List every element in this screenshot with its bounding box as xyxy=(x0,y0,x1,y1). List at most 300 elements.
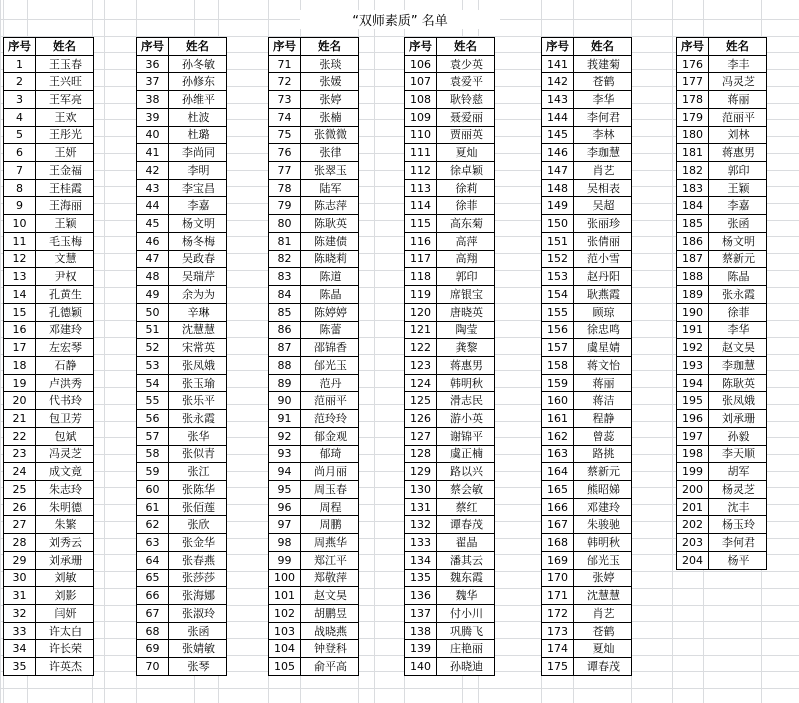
table-row xyxy=(4,587,94,605)
table-row xyxy=(4,551,94,569)
table-row xyxy=(542,321,632,339)
name-cell: 张倩丽 xyxy=(574,232,632,250)
table-row xyxy=(4,303,94,321)
name-cell: 邓建玲 xyxy=(36,321,94,339)
name-cell: 李嘉 xyxy=(709,197,767,215)
seq-cell: 22 xyxy=(4,427,36,445)
name-cell: 张华 xyxy=(169,427,227,445)
seq-cell: 95 xyxy=(269,480,301,498)
name-cell: 邰光玉 xyxy=(574,551,632,569)
table-row xyxy=(4,73,94,91)
seq-cell: 19 xyxy=(4,374,36,392)
name-cell: 袁少英 xyxy=(437,55,495,73)
name-cell: 张琰 xyxy=(301,55,359,73)
seq-cell: 155 xyxy=(542,303,574,321)
name-cell: 徐菲 xyxy=(709,303,767,321)
name-cell: 肖艺 xyxy=(574,605,632,623)
seq-cell: 177 xyxy=(677,73,709,91)
seq-cell: 196 xyxy=(677,410,709,428)
name-cell: 高萍 xyxy=(437,232,495,250)
table-row xyxy=(4,427,94,445)
table-row xyxy=(137,356,227,374)
seq-cell: 165 xyxy=(542,480,574,498)
name-cell: 贾丽英 xyxy=(437,126,495,144)
name-cell: 左宏琴 xyxy=(36,339,94,357)
table-row xyxy=(137,286,227,304)
name-cell: 陶莹 xyxy=(437,321,495,339)
table-row xyxy=(542,55,632,73)
seq-cell: 21 xyxy=(4,410,36,428)
seq-cell: 35 xyxy=(4,658,36,676)
table-row xyxy=(405,303,495,321)
name-cell: 朱明德 xyxy=(36,498,94,516)
table-row xyxy=(4,480,94,498)
name-cell: 赵文昊 xyxy=(709,339,767,357)
name-cell: 钟登科 xyxy=(301,640,359,658)
table-row xyxy=(137,374,227,392)
seq-cell: 87 xyxy=(269,339,301,357)
name-cell: 蒋洁 xyxy=(574,392,632,410)
seq-cell: 6 xyxy=(4,144,36,162)
name-cell: 闫妍 xyxy=(36,605,94,623)
seq-cell: 174 xyxy=(542,640,574,658)
seq-cell: 33 xyxy=(4,622,36,640)
table-row xyxy=(677,392,767,410)
name-cell: 王海丽 xyxy=(36,197,94,215)
name-cell: 顾琼 xyxy=(574,303,632,321)
table-row xyxy=(137,162,227,180)
seq-cell: 159 xyxy=(542,374,574,392)
table-row xyxy=(269,516,359,534)
name-cell: 李明 xyxy=(169,162,227,180)
name-cell: 杨灵芝 xyxy=(709,480,767,498)
table-row xyxy=(269,232,359,250)
grid-hline xyxy=(0,571,799,572)
name-cell: 张金华 xyxy=(169,534,227,552)
seq-cell: 10 xyxy=(4,215,36,233)
name-cell: 胡军 xyxy=(709,463,767,481)
seq-cell: 164 xyxy=(542,463,574,481)
table-row xyxy=(405,73,495,91)
name-cell: 张莎莎 xyxy=(169,569,227,587)
table-row xyxy=(269,162,359,180)
name-cell: 陈晶 xyxy=(301,286,359,304)
table-row xyxy=(405,587,495,605)
seq-cell: 25 xyxy=(4,480,36,498)
seq-cell: 96 xyxy=(269,498,301,516)
name-cell: 蔡新元 xyxy=(709,250,767,268)
name-cell: 魏华 xyxy=(437,587,495,605)
seq-cell: 53 xyxy=(137,356,169,374)
seq-cell: 157 xyxy=(542,339,574,357)
seq-cell: 27 xyxy=(4,516,36,534)
table-row xyxy=(4,162,94,180)
table-row xyxy=(677,232,767,250)
grid-vline xyxy=(374,0,375,703)
name-cell: 石静 xyxy=(36,356,94,374)
name-cell: 孙维平 xyxy=(169,91,227,109)
seq-cell: 59 xyxy=(137,463,169,481)
name-cell: 吴瑞芹 xyxy=(169,268,227,286)
name-cell: 曾蕊 xyxy=(574,427,632,445)
seq-cell: 116 xyxy=(405,232,437,250)
name-cell: 代书玲 xyxy=(36,392,94,410)
table-row xyxy=(542,374,632,392)
name-cell: 郑敬萍 xyxy=(301,569,359,587)
table-row xyxy=(4,197,94,215)
seq-cell: 131 xyxy=(405,498,437,516)
seq-cell: 88 xyxy=(269,356,301,374)
name-cell: 耿燕霞 xyxy=(574,286,632,304)
name-cell: 文慧 xyxy=(36,250,94,268)
name-cell: 李珈慧 xyxy=(574,144,632,162)
name-cell: 朱繁 xyxy=(36,516,94,534)
name-cell: 刘秀云 xyxy=(36,534,94,552)
seq-cell: 56 xyxy=(137,410,169,428)
seq-cell: 101 xyxy=(269,587,301,605)
seq-cell: 181 xyxy=(677,144,709,162)
seq-cell: 76 xyxy=(269,144,301,162)
seq-cell: 26 xyxy=(4,498,36,516)
name-cell: 魏东霞 xyxy=(437,569,495,587)
table-row xyxy=(542,640,632,658)
seq-cell: 16 xyxy=(4,321,36,339)
seq-cell: 107 xyxy=(405,73,437,91)
roster-table xyxy=(404,37,495,676)
seq-cell: 146 xyxy=(542,144,574,162)
name-cell: 谭春茂 xyxy=(437,516,495,534)
seq-cell: 122 xyxy=(405,339,437,357)
seq-cell: 170 xyxy=(542,569,574,587)
seq-cell: 47 xyxy=(137,250,169,268)
name-cell: 李尚同 xyxy=(169,144,227,162)
seq-cell: 67 xyxy=(137,605,169,623)
name-cell: 吴政春 xyxy=(169,250,227,268)
name-cell: 张婷 xyxy=(574,569,632,587)
seq-cell: 102 xyxy=(269,605,301,623)
name-cell: 高东菊 xyxy=(437,215,495,233)
table-row xyxy=(677,339,767,357)
name-cell: 许太白 xyxy=(36,622,94,640)
name-cell: 张玉瑜 xyxy=(169,374,227,392)
table-row xyxy=(405,640,495,658)
table-row xyxy=(542,498,632,516)
table-row xyxy=(542,126,632,144)
table-row xyxy=(405,516,495,534)
grid-vline xyxy=(0,0,1,703)
name-cell: 李嘉 xyxy=(169,197,227,215)
seq-cell: 98 xyxy=(269,534,301,552)
seq-cell: 136 xyxy=(405,587,437,605)
table-row xyxy=(269,73,359,91)
table-row xyxy=(269,303,359,321)
seq-cell: 119 xyxy=(405,286,437,304)
name-cell: 陆军 xyxy=(301,179,359,197)
table-row xyxy=(405,622,495,640)
table-row xyxy=(269,286,359,304)
name-cell: 王彤光 xyxy=(36,126,94,144)
name-cell: 冯灵芝 xyxy=(36,445,94,463)
name-cell: 朱骏驰 xyxy=(574,516,632,534)
table-row xyxy=(677,551,767,569)
seq-cell: 171 xyxy=(542,587,574,605)
name-header: 姓名 xyxy=(169,38,227,56)
table-row xyxy=(405,498,495,516)
name-cell: 虞星婧 xyxy=(574,339,632,357)
seq-cell: 123 xyxy=(405,356,437,374)
seq-header: 序号 xyxy=(405,38,437,56)
table-row xyxy=(542,286,632,304)
seq-cell: 34 xyxy=(4,640,36,658)
seq-cell: 115 xyxy=(405,215,437,233)
table-row xyxy=(269,622,359,640)
table-row xyxy=(4,91,94,109)
table-row xyxy=(269,410,359,428)
seq-cell: 42 xyxy=(137,162,169,180)
name-cell: 许长荣 xyxy=(36,640,94,658)
seq-cell: 160 xyxy=(542,392,574,410)
seq-cell: 17 xyxy=(4,339,36,357)
seq-cell: 41 xyxy=(137,144,169,162)
name-cell: 莪建菊 xyxy=(574,55,632,73)
table-row xyxy=(137,55,227,73)
seq-cell: 12 xyxy=(4,250,36,268)
name-cell: 范玲玲 xyxy=(301,410,359,428)
name-cell: 张海娜 xyxy=(169,587,227,605)
seq-cell: 127 xyxy=(405,427,437,445)
table-row xyxy=(269,569,359,587)
name-cell: 张律 xyxy=(301,144,359,162)
name-cell: 苍鹤 xyxy=(574,73,632,91)
name-cell: 王颖 xyxy=(709,179,767,197)
name-cell: 辛琳 xyxy=(169,303,227,321)
table-row xyxy=(542,232,632,250)
seq-cell: 161 xyxy=(542,410,574,428)
table-row xyxy=(4,321,94,339)
table-row xyxy=(137,463,227,481)
seq-cell: 145 xyxy=(542,126,574,144)
table-row xyxy=(269,445,359,463)
name-cell: 张凤娥 xyxy=(709,392,767,410)
seq-cell: 112 xyxy=(405,162,437,180)
name-cell: 陈婷婷 xyxy=(301,303,359,321)
seq-cell: 117 xyxy=(405,250,437,268)
table-row xyxy=(677,303,767,321)
table-row xyxy=(4,640,94,658)
name-cell: 毛玉梅 xyxy=(36,232,94,250)
table-row xyxy=(405,463,495,481)
table-row xyxy=(677,516,767,534)
seq-header: 序号 xyxy=(137,38,169,56)
table-row xyxy=(542,658,632,676)
name-cell: 张永霞 xyxy=(169,410,227,428)
seq-cell: 113 xyxy=(405,179,437,197)
table-row xyxy=(269,126,359,144)
name-cell: 庄艳丽 xyxy=(437,640,495,658)
seq-cell: 77 xyxy=(269,162,301,180)
table-row xyxy=(542,480,632,498)
table-row xyxy=(4,286,94,304)
table-row xyxy=(137,516,227,534)
name-cell: 张媛 xyxy=(301,73,359,91)
seq-cell: 91 xyxy=(269,410,301,428)
seq-cell: 124 xyxy=(405,374,437,392)
seq-cell: 61 xyxy=(137,498,169,516)
name-cell: 刘承珊 xyxy=(36,551,94,569)
name-cell: 沈慧慧 xyxy=(169,321,227,339)
name-cell: 李华 xyxy=(709,321,767,339)
name-cell: 王军亮 xyxy=(36,91,94,109)
table-row xyxy=(677,91,767,109)
table-row xyxy=(4,516,94,534)
seq-cell: 30 xyxy=(4,569,36,587)
seq-cell: 168 xyxy=(542,534,574,552)
name-cell: 杨冬梅 xyxy=(169,232,227,250)
table-row xyxy=(542,605,632,623)
seq-cell: 203 xyxy=(677,534,709,552)
seq-cell: 78 xyxy=(269,179,301,197)
seq-cell: 57 xyxy=(137,427,169,445)
seq-cell: 129 xyxy=(405,463,437,481)
name-cell: 谢锦平 xyxy=(437,427,495,445)
table-row xyxy=(4,250,94,268)
name-cell: 刘承珊 xyxy=(709,410,767,428)
name-cell: 刘影 xyxy=(36,587,94,605)
seq-cell: 108 xyxy=(405,91,437,109)
name-cell: 胡鹏昱 xyxy=(301,605,359,623)
name-cell: 陈耿英 xyxy=(709,374,767,392)
name-cell: 滑志民 xyxy=(437,392,495,410)
name-cell: 俞平高 xyxy=(301,658,359,676)
table-row xyxy=(137,658,227,676)
name-cell: 包斌 xyxy=(36,427,94,445)
name-cell: 蒋丽 xyxy=(709,91,767,109)
name-cell: 王欢 xyxy=(36,108,94,126)
seq-cell: 38 xyxy=(137,91,169,109)
name-cell: 赵丹阳 xyxy=(574,268,632,286)
name-cell: 张陈华 xyxy=(169,480,227,498)
table-row xyxy=(4,534,94,552)
table-row xyxy=(405,250,495,268)
seq-cell: 132 xyxy=(405,516,437,534)
table-row xyxy=(137,215,227,233)
name-cell: 周燕华 xyxy=(301,534,359,552)
name-cell: 蒋惠男 xyxy=(709,144,767,162)
seq-cell: 18 xyxy=(4,356,36,374)
table-header-row xyxy=(137,38,227,56)
table-row xyxy=(677,480,767,498)
seq-cell: 154 xyxy=(542,286,574,304)
table-row xyxy=(542,463,632,481)
seq-cell: 63 xyxy=(137,534,169,552)
table-header-row xyxy=(405,38,495,56)
table-row xyxy=(137,445,227,463)
seq-cell: 23 xyxy=(4,445,36,463)
name-cell: 蔡新元 xyxy=(574,463,632,481)
seq-cell: 14 xyxy=(4,286,36,304)
name-cell: 陈道 xyxy=(301,268,359,286)
seq-cell: 28 xyxy=(4,534,36,552)
table-row xyxy=(677,356,767,374)
table-row xyxy=(677,321,767,339)
table-row xyxy=(677,427,767,445)
table-row xyxy=(677,445,767,463)
table-row xyxy=(677,73,767,91)
table-row xyxy=(4,339,94,357)
seq-cell: 176 xyxy=(677,55,709,73)
seq-cell: 200 xyxy=(677,480,709,498)
seq-cell: 163 xyxy=(542,445,574,463)
table-header-row xyxy=(269,38,359,56)
name-cell: 蒋文怡 xyxy=(574,356,632,374)
seq-cell: 186 xyxy=(677,232,709,250)
name-cell: 巩腾飞 xyxy=(437,622,495,640)
table-row xyxy=(542,197,632,215)
name-cell: 谭春茂 xyxy=(574,658,632,676)
seq-cell: 90 xyxy=(269,392,301,410)
seq-cell: 201 xyxy=(677,498,709,516)
seq-cell: 40 xyxy=(137,126,169,144)
seq-cell: 126 xyxy=(405,410,437,428)
name-cell: 张楠 xyxy=(301,108,359,126)
name-cell: 夏灿 xyxy=(437,144,495,162)
seq-cell: 43 xyxy=(137,179,169,197)
name-cell: 潘其云 xyxy=(437,551,495,569)
table-row xyxy=(4,463,94,481)
seq-cell: 166 xyxy=(542,498,574,516)
seq-cell: 73 xyxy=(269,91,301,109)
seq-cell: 183 xyxy=(677,179,709,197)
name-cell: 郭印 xyxy=(437,268,495,286)
name-cell: 包卫芳 xyxy=(36,410,94,428)
table-row xyxy=(137,91,227,109)
seq-cell: 194 xyxy=(677,374,709,392)
name-cell: 冯灵芝 xyxy=(709,73,767,91)
grid-hline xyxy=(0,621,799,622)
seq-cell: 75 xyxy=(269,126,301,144)
name-cell: 郑江平 xyxy=(301,551,359,569)
name-cell: 程静 xyxy=(574,410,632,428)
name-cell: 张婧敏 xyxy=(169,640,227,658)
table-row xyxy=(269,197,359,215)
name-cell: 许英杰 xyxy=(36,658,94,676)
name-cell: 席银宝 xyxy=(437,286,495,304)
name-cell: 卢洪秀 xyxy=(36,374,94,392)
name-cell: 张函 xyxy=(709,215,767,233)
seq-cell: 133 xyxy=(405,534,437,552)
table-row xyxy=(4,126,94,144)
name-cell: 郁金观 xyxy=(301,427,359,445)
table-row xyxy=(542,587,632,605)
seq-cell: 148 xyxy=(542,179,574,197)
seq-cell: 93 xyxy=(269,445,301,463)
name-cell: 尹权 xyxy=(36,268,94,286)
name-cell: 邵锦香 xyxy=(301,339,359,357)
seq-cell: 65 xyxy=(137,569,169,587)
name-cell: 张永霞 xyxy=(709,286,767,304)
seq-cell: 89 xyxy=(269,374,301,392)
seq-cell: 45 xyxy=(137,215,169,233)
name-cell: 邓建玲 xyxy=(574,498,632,516)
name-cell: 蔡会敏 xyxy=(437,480,495,498)
name-cell: 邰光玉 xyxy=(301,356,359,374)
name-cell: 战晓燕 xyxy=(301,622,359,640)
table-row xyxy=(4,268,94,286)
seq-cell: 15 xyxy=(4,303,36,321)
seq-cell: 109 xyxy=(405,108,437,126)
seq-cell: 173 xyxy=(542,622,574,640)
seq-cell: 202 xyxy=(677,516,709,534)
